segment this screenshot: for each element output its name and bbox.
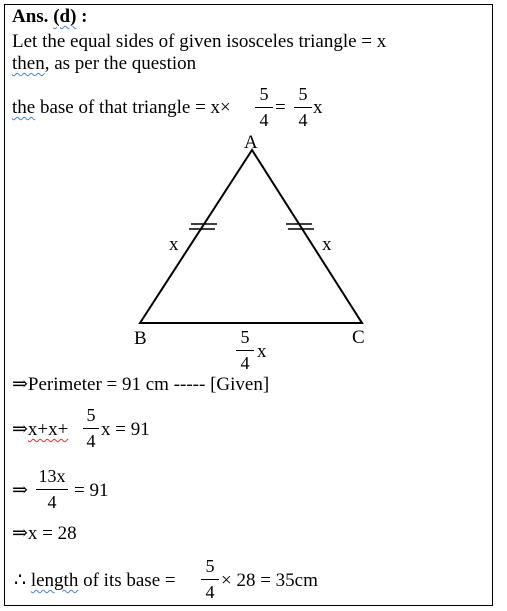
therefore-symbol: ∴ bbox=[14, 570, 27, 591]
base-line-lead: the bbox=[12, 97, 36, 118]
fraction-denominator: 4 bbox=[298, 110, 308, 130]
fraction-bar bbox=[201, 579, 219, 580]
fraction-denominator: 4 bbox=[86, 431, 96, 451]
base-side-variable: x bbox=[257, 341, 267, 362]
equation-1-tail: x = 91 bbox=[101, 419, 150, 440]
final-length-word: length bbox=[30, 570, 79, 591]
final-line bbox=[14, 570, 176, 592]
implies-arrow: ⇒ bbox=[12, 419, 28, 440]
fraction-bar bbox=[36, 489, 68, 490]
equation-2-tail: = 91 bbox=[74, 480, 109, 501]
fraction-numerator: 5 bbox=[298, 84, 308, 104]
vertex-a-label: A bbox=[244, 132, 258, 153]
intro-then: then bbox=[12, 53, 45, 74]
fraction-numerator: 5 bbox=[259, 84, 269, 104]
equation-2-arrow: ⇒ bbox=[12, 480, 28, 501]
answer-suffix: : bbox=[76, 6, 88, 27]
right-side-label: x bbox=[322, 234, 332, 255]
vertex-b-label: B bbox=[134, 328, 147, 349]
final-text: of its base = bbox=[78, 570, 176, 591]
fraction-numerator: 5 bbox=[205, 556, 215, 576]
intro-rest: , as per the question bbox=[44, 53, 197, 74]
fraction-numerator: 13x bbox=[38, 466, 66, 486]
left-side-label: x bbox=[169, 234, 179, 255]
fraction-denominator: 4 bbox=[259, 110, 269, 130]
fraction-bar bbox=[83, 428, 99, 429]
equation-3: ⇒x = 28 bbox=[12, 523, 77, 544]
base-line-text: base of that triangle = x× bbox=[35, 97, 231, 118]
equation-1 bbox=[12, 419, 68, 441]
vertex-c-label: C bbox=[352, 327, 365, 348]
answer-option: (d) bbox=[53, 6, 77, 27]
fraction-numerator: 5 bbox=[86, 405, 96, 425]
fraction-denominator: 4 bbox=[47, 492, 57, 512]
fraction-denominator: 4 bbox=[205, 582, 215, 602]
fraction-denominator: 4 bbox=[240, 353, 250, 373]
perimeter-line: ⇒Perimeter = 91 cm ----- [Given] bbox=[12, 374, 270, 395]
intro-line-1: Let the equal sides of given isosceles triangle = x bbox=[12, 31, 387, 52]
answer-prefix: Ans. bbox=[12, 6, 54, 27]
fraction-numerator: 5 bbox=[240, 327, 250, 347]
fraction-bar bbox=[236, 350, 254, 351]
base-line-equals: = bbox=[275, 97, 286, 118]
base-line-tail: x bbox=[313, 97, 323, 118]
final-tail: × 28 = 35cm bbox=[221, 570, 318, 591]
equation-1-terms: x+x+ bbox=[27, 419, 69, 440]
